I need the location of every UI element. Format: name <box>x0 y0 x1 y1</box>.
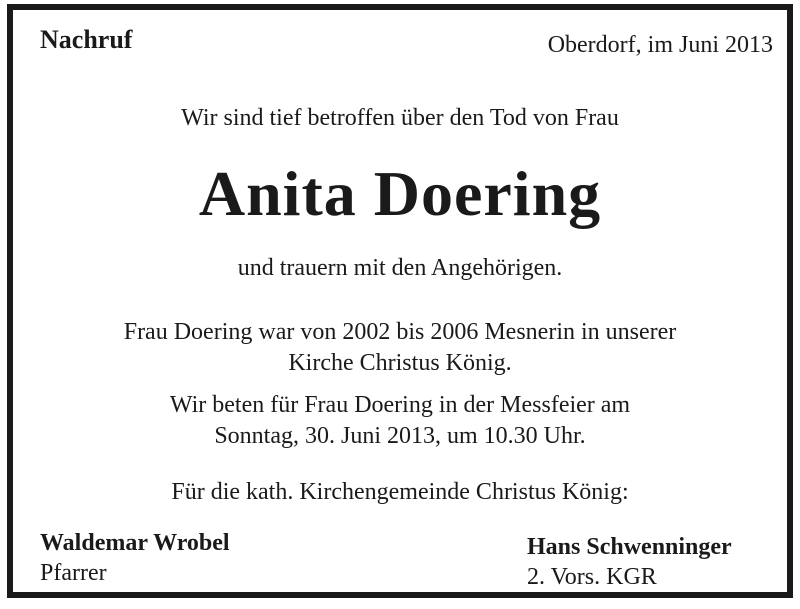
mass-line-2: Sonntag, 30. Juni 2013, um 10.30 Uhr. <box>214 423 586 449</box>
deceased-name: Anita Doering <box>198 158 602 229</box>
mass-line-1: Wir beten für Frau Doering in der Messfeier am <box>169 392 631 418</box>
mass-paragraph <box>13 390 787 452</box>
signatory-name: Hans Schwenninger <box>527 534 732 560</box>
intro-text: Wir sind tief betroffen über den Tod von Frau <box>181 105 619 131</box>
signatory-name: Waldemar Wrobel <box>40 530 230 556</box>
service-line-2: Kirche Christus König. <box>288 350 512 376</box>
service-line-1: Frau Doering war von 2002 bis 2006 Mesnerin in unserer <box>123 319 677 345</box>
signatory-chair <box>527 532 732 592</box>
signatory-role: 2. Vors. KGR <box>527 564 657 590</box>
notice-title: Nachruf <box>40 25 133 54</box>
place-date: Oberdorf, im Juni 2013 <box>547 32 773 58</box>
obituary-notice <box>7 4 793 598</box>
mourning-text: und trauern mit den Angehörigen. <box>237 255 563 281</box>
signatory-pastor <box>40 528 230 588</box>
parish-line: Für die kath. Kirchengemeinde Christus König: <box>171 479 629 505</box>
signatory-role: Pfarrer <box>40 560 107 586</box>
service-paragraph <box>13 317 787 379</box>
